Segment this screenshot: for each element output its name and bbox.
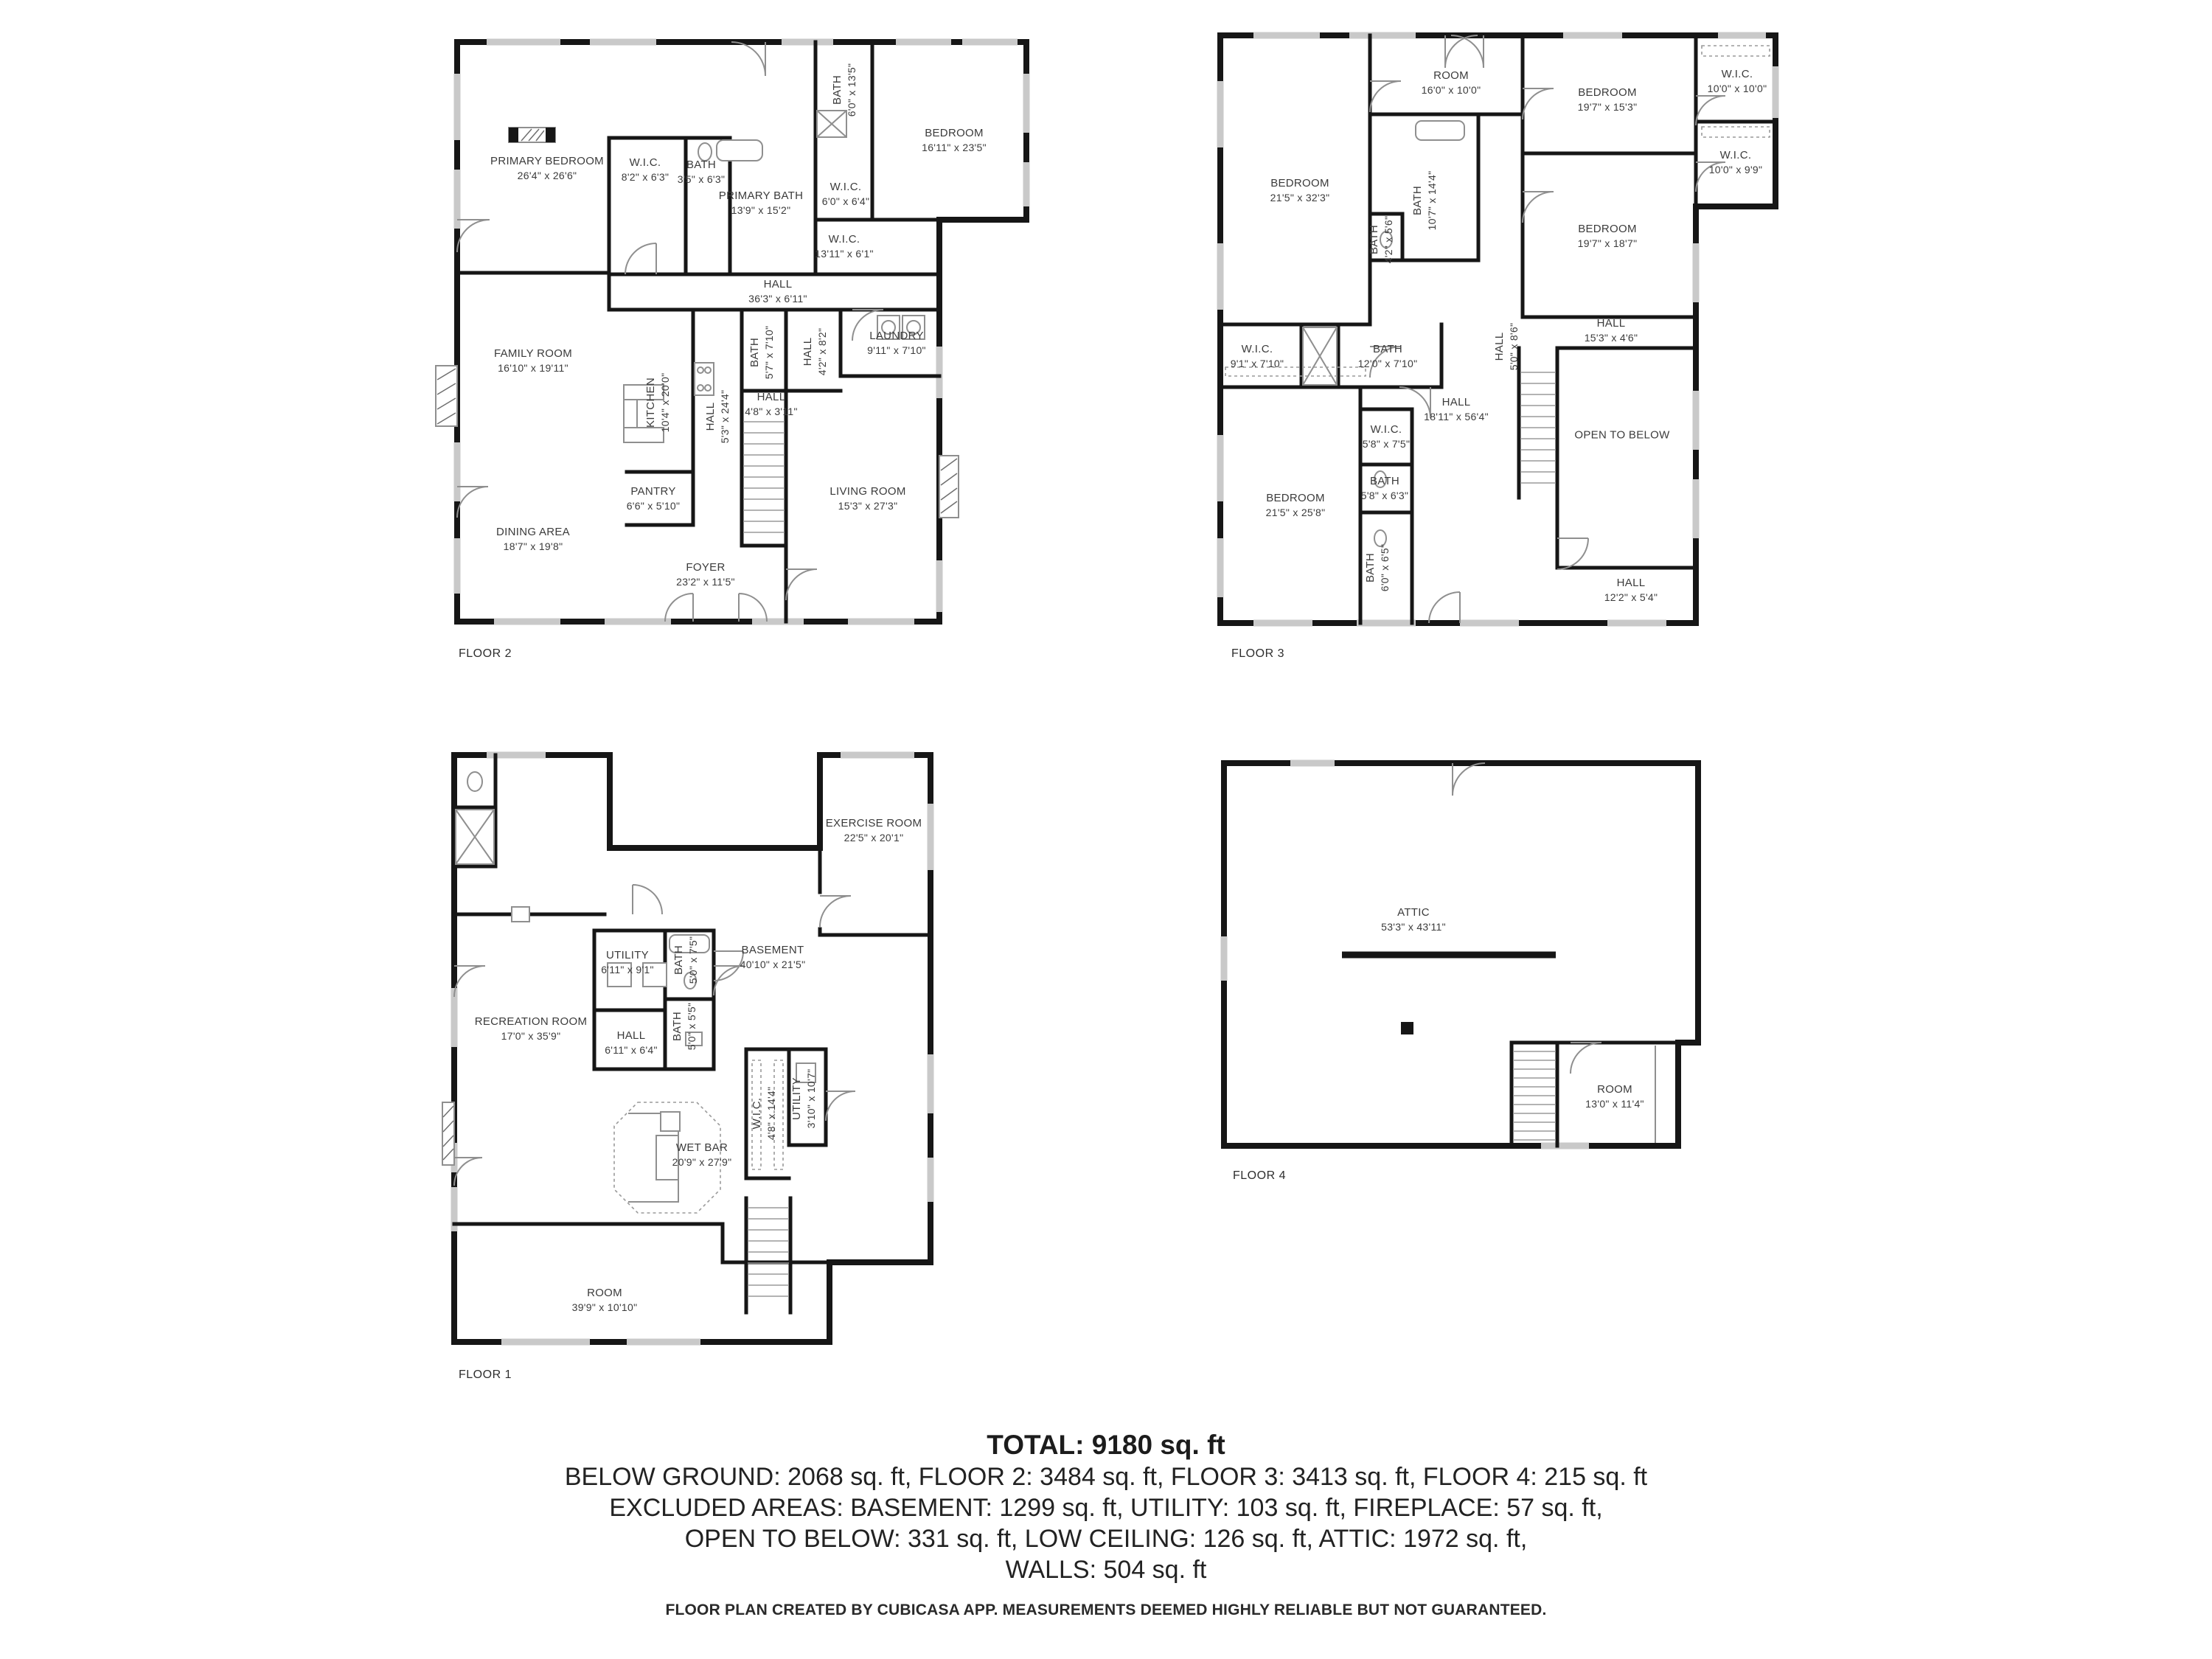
room-label-bedroom: BEDROOM 19'7" x 18'7" bbox=[1577, 223, 1638, 249]
room-label-family-room: FAMILY ROOM 16'10" x 19'11" bbox=[493, 347, 573, 374]
wardrobe bbox=[1702, 46, 1770, 56]
walls-area: WALLS: 504 sq. ft bbox=[1005, 1556, 1207, 1584]
room-label-wic: W.I.C. 13'11" x 6'1" bbox=[815, 233, 874, 260]
floor2-left-fireplace bbox=[436, 366, 457, 426]
room-label-laundry: LAUNDRY 9'11" x 7'10" bbox=[867, 330, 926, 356]
bath-tub bbox=[1416, 121, 1464, 140]
room-label-bath: BATH 5'7" x 7'10" bbox=[748, 325, 775, 380]
floor-areas: BELOW GROUND: 2068 sq. ft, FLOOR 2: 3484 sq. ft, FLOOR 3: 3413 sq. ft, FLOOR 4: 215 sq. ft bbox=[564, 1463, 1648, 1491]
wardrobe bbox=[1702, 127, 1770, 137]
floor3-stairs bbox=[1520, 372, 1556, 483]
room-label-hall: HALL 18'11" x 56'4" bbox=[1424, 396, 1489, 422]
room-label-attic: ATTIC 53'3" x 43'11" bbox=[1381, 906, 1446, 933]
room-label-hall: HALL 5'0" x 8'6" bbox=[1493, 322, 1520, 371]
sink bbox=[512, 907, 529, 922]
floor1-stairs bbox=[748, 1208, 789, 1296]
room-label-hall: HALL 4'2" x 8'2" bbox=[801, 327, 828, 376]
room-label-bath: BATH 6'0" x 6'5" bbox=[1364, 543, 1391, 592]
room-label-bedroom: BEDROOM 16'11" x 23'5" bbox=[922, 127, 987, 153]
room-label-wic: W.I.C. 5'8" x 7'5" bbox=[1362, 423, 1411, 450]
room-label-bedroom: BEDROOM 21'5" x 32'3" bbox=[1270, 177, 1330, 204]
room-label-room: ROOM 39'9" x 10'10" bbox=[571, 1287, 638, 1313]
room-label-utility: UTILITY 3'10" x 10'7" bbox=[790, 1068, 817, 1129]
room-label-wic: W.I.C. 10'0" x 10'0" bbox=[1707, 68, 1767, 94]
room-label-hall: HALL 36'3" x 6'11" bbox=[748, 278, 807, 305]
room-label-exercise-room: EXERCISE ROOM 22'5" x 20'1" bbox=[825, 817, 922, 844]
room-label-wic: W.I.C. 9'1" x 7'10" bbox=[1230, 343, 1284, 369]
room-label-bath: BATH 6'0" x 13'5" bbox=[831, 63, 858, 117]
room-label-bedroom: BEDROOM 21'5" x 25'8" bbox=[1265, 492, 1326, 518]
shower bbox=[456, 810, 494, 864]
floor2-stairs bbox=[743, 422, 785, 532]
room-label-wet-bar: WET BAR 20'9" x 27'9" bbox=[672, 1141, 732, 1168]
room-label-foyer: FOYER 23'2" x 11'5" bbox=[676, 561, 735, 588]
room-label-living-room: LIVING ROOM 15'3" x 27'3" bbox=[830, 485, 906, 512]
room-label-hall: HALL 12'2" x 5'4" bbox=[1604, 577, 1658, 603]
disclaimer: FLOOR PLAN CREATED BY CUBICASA APP. MEASUREMENTS DEEMED HIGHLY RELIABLE BUT NOT GUARANTEED. bbox=[665, 1601, 1547, 1618]
room-label-wic: W.I.C. 4'8" x 14'4" bbox=[751, 1086, 777, 1141]
room-label-bath: BATH 4'2" x 5'6" bbox=[1368, 215, 1394, 264]
room-label-primary-bedroom: PRIMARY BEDROOM 26'4" x 26'6" bbox=[490, 155, 604, 181]
chimney bbox=[1401, 1022, 1413, 1034]
excluded-areas-2: OPEN TO BELOW: 331 sq. ft, LOW CEILING: 126 sq. ft, ATTIC: 1972 sq. ft, bbox=[684, 1525, 1528, 1553]
floor2-living-fireplace bbox=[939, 456, 959, 518]
room-label-bath: BATH 5'0" x 7'5" bbox=[672, 936, 699, 984]
floor4-tag: FLOOR 4 bbox=[1233, 1169, 1286, 1182]
floor4-doors bbox=[1453, 763, 1601, 1074]
area-summary bbox=[0, 1429, 2212, 1619]
floor3-tag: FLOOR 3 bbox=[1231, 647, 1284, 660]
room-label-dining-area: DINING AREA 18'7" x 19'8" bbox=[496, 526, 570, 552]
room-label-recreation-room: RECREATION ROOM 17'0" x 35'9" bbox=[474, 1015, 588, 1042]
room-label-room: ROOM 13'0" x 11'4" bbox=[1585, 1083, 1644, 1110]
floor1-fireplace bbox=[442, 1102, 454, 1165]
room-label-bedroom: BEDROOM 19'7" x 15'3" bbox=[1577, 86, 1638, 113]
room-label-wic: W.I.C. 8'2" x 6'3" bbox=[621, 156, 669, 183]
floor2-tag: FLOOR 2 bbox=[459, 647, 512, 660]
room-label-kitchen: KITCHEN 10'4" x 20'0" bbox=[644, 372, 671, 433]
room-label-wic: W.I.C. 6'0" x 6'4" bbox=[821, 181, 870, 207]
room-label-wic: W.I.C. 10'0" x 9'9" bbox=[1708, 149, 1763, 175]
room-label-bath: BATH 10'7" x 14'4" bbox=[1411, 170, 1438, 231]
room-label-bath: BATH 5'0" x 5'5" bbox=[671, 1002, 698, 1051]
room-label-room: ROOM 16'0" x 10'0" bbox=[1421, 69, 1481, 96]
room-label-hall: HALL 4'8" x 3'11" bbox=[745, 391, 798, 417]
room-label-basement: BASEMENT 40'10" x 21'5" bbox=[740, 944, 806, 970]
room-label-hall: HALL 6'11" x 6'4" bbox=[605, 1029, 658, 1056]
room-label-utility: UTILITY 6'11" x 9'1" bbox=[601, 949, 654, 975]
room-label-primary-bath: PRIMARY BATH 13'9" x 15'2" bbox=[718, 189, 804, 216]
room-label-bath: BATH 3'5" x 6'3" bbox=[677, 159, 726, 185]
room-label-bath: BATH 5'8" x 6'3" bbox=[1360, 475, 1409, 501]
excluded-areas-1: EXCLUDED AREAS: BASEMENT: 1299 sq. ft, UTILITY: 103 sq. ft, FIREPLACE: 57 sq. ft, bbox=[609, 1494, 1603, 1522]
room-label-open-to-below: OPEN TO BELOW bbox=[1574, 428, 1670, 442]
room-label-bath: BATH 12'0" x 7'10" bbox=[1357, 343, 1418, 369]
floor4-stairs bbox=[1513, 1051, 1556, 1140]
floor2-bedroom-fireplace bbox=[509, 128, 555, 142]
room-label-pantry: PANTRY 6'6" x 5'10" bbox=[626, 485, 681, 512]
floor1-tag: FLOOR 1 bbox=[459, 1368, 512, 1381]
room-label-hall: HALL 15'3" x 4'6" bbox=[1584, 317, 1638, 344]
toilet bbox=[467, 772, 482, 791]
total-area: TOTAL: 9180 sq. ft bbox=[987, 1430, 1225, 1460]
room-label-hall: HALL 5'3" x 24'4" bbox=[704, 389, 731, 444]
